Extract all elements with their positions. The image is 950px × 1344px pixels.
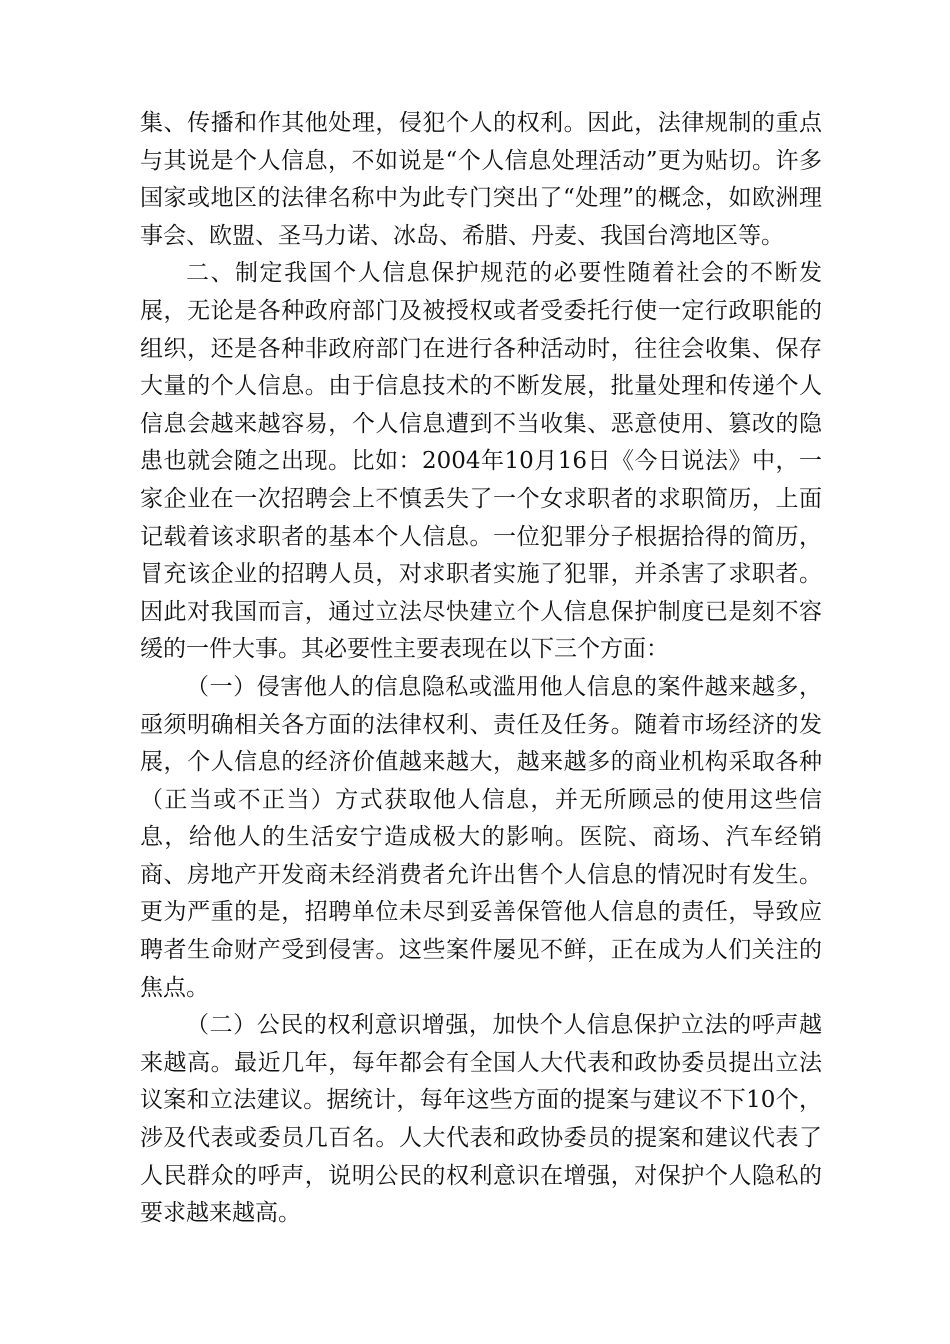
- paragraph-4: （二）公民的权利意识增强，加快个人信息保护立法的呼声越来越高。最近几年，每年都会有全国人大代表和政协委员提出立法议案和立法建议。据统计，每年这些方面的提案与建议不下10个，涉及代表或委员几百名。人大代表和政协委员的提案和建议代表了人民群众的呼声，说明公民的权利意识在增强，对保护个人隐私的要求越来越高。: [140, 1012, 822, 1227]
- paragraph-2: 二、制定我国个人信息保护规范的必要性随着社会的不断发展，无论是各种政府部门及被授权或者受委托行使一定行政职能的组织，还是各种非政府部门在进行各种活动时，往往会收集、保存大量的个人信息。由于信息技术的不断发展，批量处理和传递个人信息会越来越容易，个人信息遭到不当收集、恶意使用、篡改的隐患也就会随之出现。比如：2004年10月16日《今日说法》中，一家企业在一次招聘会上不慎丢失了一个女求职者的求职简历，上面记载着该求职者的基本个人信息。一位犯罪分子根据拾得的简历，冒充该企业的招聘人员，对求职者实施了犯罪，并杀害了求职者。因此对我国而言，通过立法尽快建立个人信息保护制度已是刻不容缓的一件大事。其必要性主要表现在以下三个方面：: [140, 260, 822, 663]
- document-body: [140, 105, 822, 1233]
- paragraph-1: 集、传播和作其他处理，侵犯个人的权利。因此，法律规制的重点与其说是个人信息，不如说是“个人信息处理活动”更为贴切。许多国家或地区的法律名称中为此专门突出了“处理”的概念，如欧洲理事会、欧盟、圣马力诺、冰岛、希腊、丹麦、我国台湾地区等。: [140, 110, 822, 249]
- paragraph-3: （一）侵害他人的信息隐私或滥用他人信息的案件越来越多，亟须明确相关各方面的法律权利、责任及任务。随着市场经济的发展，个人信息的经济价值越来越大，越来越多的商业机构采取各种（正当或不正当）方式获取他人信息，并无所顾忌的使用这些信息，给他人的生活安宁造成极大的影响。医院、商场、汽车经销商、房地产开发商未经消费者允许出售个人信息的情况时有发生。更为严重的是，招聘单位未尽到妥善保管他人信息的责任，导致应聘者生命财产受到侵害。这些案件屡见不鲜，正在成为人们关注的焦点。: [140, 673, 822, 1001]
